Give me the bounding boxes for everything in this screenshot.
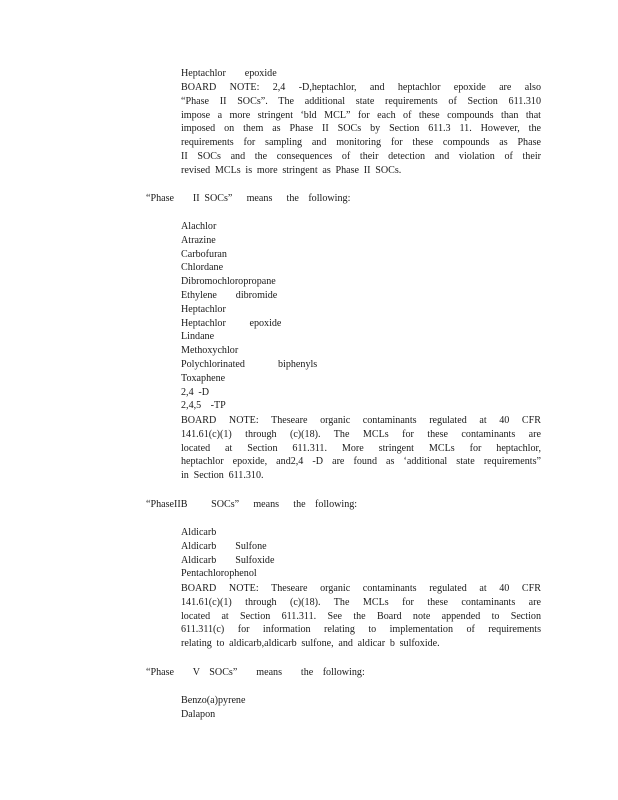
- list-item: Dalapon: [181, 708, 216, 720]
- note-line: located at Section 611.311. See the Board note appended to Section: [181, 610, 541, 622]
- list-item: Ethylene dibromide: [181, 289, 278, 301]
- list-item: Aldicarb Sulfoxide: [181, 554, 275, 566]
- list-item: 2,4,5 -TP: [181, 400, 226, 412]
- note-line: heptachlor epoxide, and2,4 -D are found as ‘additional state requirements”: [181, 456, 541, 468]
- board-note-phase-iib: [181, 582, 541, 651]
- list-item: Heptachlor epoxide: [181, 317, 282, 329]
- phase-v-list: [181, 694, 541, 722]
- list-item: Carbofuran: [181, 248, 227, 260]
- list-item: Aldicarb Sulfone: [181, 540, 267, 552]
- list-item: Pentachlorophenol: [181, 568, 257, 580]
- phase-ii-heading: “Phase II SOCs” means the following:: [146, 193, 351, 204]
- board-note-phase-ii: [181, 414, 541, 483]
- list-item: Polychlorinated biphenyls: [181, 358, 318, 370]
- note-line: BOARD NOTE: Theseare organic contaminants regulated at 40 CFR: [181, 583, 541, 594]
- note-line: located at Section 611.311. More stringent MCLs for heptachlor,: [181, 442, 541, 454]
- list-item: Toxaphene: [181, 372, 226, 384]
- list-item: Heptachlor epoxide: [181, 68, 277, 79]
- note-line: 611.311(c) for information relating to implementation of requirements: [181, 624, 541, 636]
- list-item: Atrazine: [181, 234, 216, 246]
- list-item: Methoxychlor: [181, 345, 239, 357]
- phase-iib-heading: “PhaseIIB SOCs” means the following:: [146, 499, 358, 510]
- board-note-top: [181, 81, 541, 178]
- phase-ii-list: [181, 220, 541, 413]
- list-item: Benzo(a)pyrene: [181, 695, 246, 706]
- phase-iib-list: [181, 526, 541, 581]
- note-line: in Section 611.310.: [181, 470, 264, 482]
- note-line: relating to aldicarb,aldicarb sulfone, and aldicar b sulfoxide.: [181, 638, 440, 650]
- list-item: Chlordane: [181, 262, 224, 274]
- list-item: Heptachlor: [181, 303, 226, 315]
- note-line: “Phase II SOCs”. The additional state requirements of Section 611.310: [181, 95, 541, 107]
- list-item: Dibromochloropropane: [181, 276, 276, 288]
- list-item: Aldicarb: [181, 527, 217, 538]
- note-line: BOARD NOTE: 2,4 -D,heptachlor, and heptachlor epoxide are also: [181, 82, 541, 93]
- list-item: Lindane: [181, 331, 215, 343]
- top-block: [181, 67, 541, 81]
- list-item: Alachlor: [181, 221, 217, 232]
- list-item: 2,4 -D: [181, 386, 209, 398]
- note-line: 141.61(c)(1) through (c)(18). The MCLs for these contaminants are: [181, 596, 541, 608]
- note-line: requirements for sampling and monitoring for these compounds as Phase: [181, 137, 541, 149]
- note-line: BOARD NOTE: Theseare organic contaminants regulated at 40 CFR: [181, 415, 541, 426]
- phase-v-heading: “Phase V SOCs” means the following:: [146, 667, 365, 678]
- note-line: revised MCLs is more stringent as Phase II SOCs.: [181, 164, 402, 176]
- note-line: impose a more stringent ‘bld MCL” for each of these compounds than that: [181, 109, 541, 121]
- note-line: II SOCs and the consequences of their detection and violation of their: [181, 150, 541, 162]
- note-line: 141.61(c)(1) through (c)(18). The MCLs for these contaminants are: [181, 428, 541, 440]
- note-line: imposed on them as Phase II SOCs by Section 611.3 11. However, the: [181, 123, 541, 135]
